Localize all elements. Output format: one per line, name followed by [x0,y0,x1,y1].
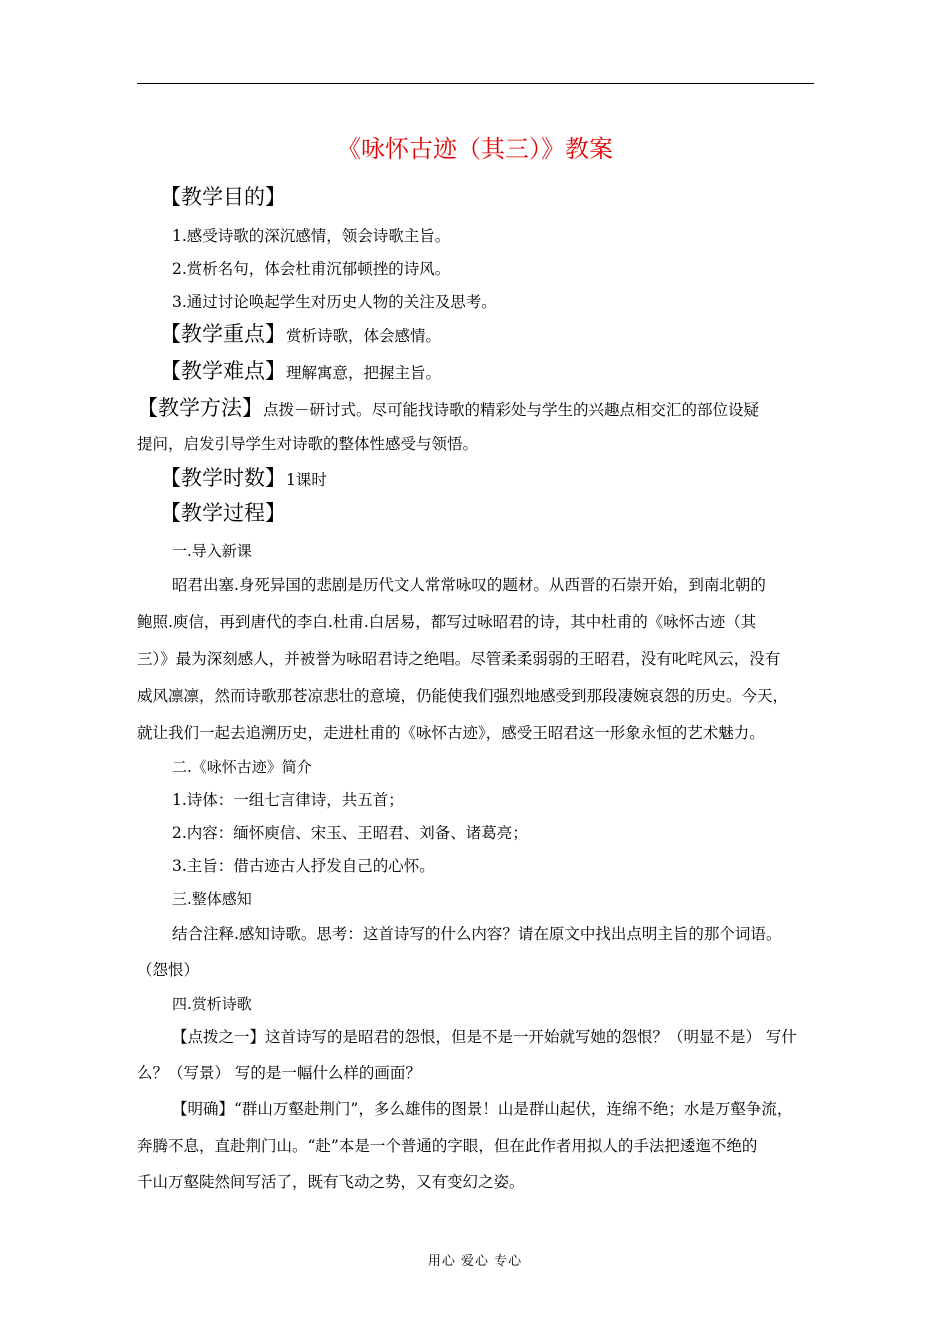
paragraph-line: （怨恨） [137,961,200,979]
key-point [160,323,441,347]
paragraph-line: 【明确】“群山万壑赴荆门”，多么雄伟的图景！山是群山起伏，连绵不绝；水是万壑争流， [172,1100,793,1118]
hours [160,467,327,491]
intro-item: 1.诗体：一组七言律诗，共五首； [172,791,404,809]
difficult-text: 理解寓意，把握主旨。 [286,364,442,382]
hours-heading: 【教学时数】 [160,466,286,490]
difficult-heading: 【教学难点】 [160,359,286,383]
paragraph-line: 威风凛凛，然而诗歌那苍凉悲壮的意境，仍能使我们强烈地感受到那段凄婉哀怨的历史。今天， [137,687,789,705]
objectives-heading: 【教学目的】 [160,185,286,209]
objective-item: 3.通过讨论唤起学生对历史人物的关注及思考。 [172,293,497,311]
paragraph-line: 就让我们一起去追溯历史，走进杜甫的《咏怀古迹》，感受王昭君这一形象永恒的艺术魅力。 [137,724,765,742]
section-title: 四.赏析诗歌 [172,995,252,1013]
paragraph-line: 昭君出塞.身死异国的悲剧是历代文人常常咏叹的题材。从西晋的石崇开始，到南北朝的 [172,576,766,594]
paragraph-line: 么？（写景） 写的是一幅什么样的画面？ [137,1064,421,1082]
objective-item: 2.赏析名句，体会杜甫沉郁顿挫的诗风。 [172,260,451,278]
method-heading: 【教学方法】 [137,396,263,420]
paragraph-line: 鲍照.庾信，再到唐代的李白.杜甫.白居易，都写过咏昭君的诗，其中杜甫的《咏怀古迹（其 [137,613,757,631]
paragraph-line: 结合注释.感知诗歌。思考：这首诗写的什么内容？请在原文中找出点明主旨的那个词语。 [172,925,782,943]
section-title: 二.《咏怀古迹》简介 [172,758,312,776]
method-text: 点拨－研讨式。尽可能找诗歌的精彩处与学生的兴趣点相交汇的部位设疑 [263,401,760,419]
difficult-point [160,360,441,384]
section-title: 一.导入新课 [172,542,252,560]
paragraph-line: 奔腾不息，直赴荆门山。“赴”本是一个普通的字眼，但在此作者用拟人的手法把逶迤不绝的 [137,1137,758,1155]
method-line-1 [137,397,759,421]
paragraph-line: 三）》最为深刻感人，并被誉为咏昭君诗之绝唱。尽管柔柔弱弱的王昭君，没有叱咤风云，没有 [137,650,781,668]
header-rule [137,83,814,84]
intro-item: 2.内容：缅怀庾信、宋玉、王昭君、刘备、诸葛亮； [172,824,528,842]
paragraph-line: 千山万壑陡然间写活了，既有飞动之势，又有变幻之姿。 [137,1173,525,1191]
process-heading: 【教学过程】 [160,501,286,525]
intro-item: 3.主旨：借古迹古人抒发自己的心怀。 [172,857,435,875]
section-title: 三.整体感知 [172,890,252,908]
objective-item: 1.感受诗歌的深沉感情，领会诗歌主旨。 [172,227,451,245]
page-footer: 用心 爱心 专心 [427,1254,523,1269]
key-text: 赏析诗歌，体会感情。 [286,327,442,345]
hours-text: 1课时 [286,471,327,489]
document-title: 《咏怀古迹（其三）》教案 [337,135,613,163]
key-heading: 【教学重点】 [160,322,286,346]
paragraph-line: 【点拨之一】这首诗写的是昭君的怨恨，但是不是一开始就写她的怨恨？（明显不是） 写什 [172,1028,797,1046]
method-line-2: 提问，启发引导学生对诗歌的整体性感受与领悟。 [137,435,479,453]
